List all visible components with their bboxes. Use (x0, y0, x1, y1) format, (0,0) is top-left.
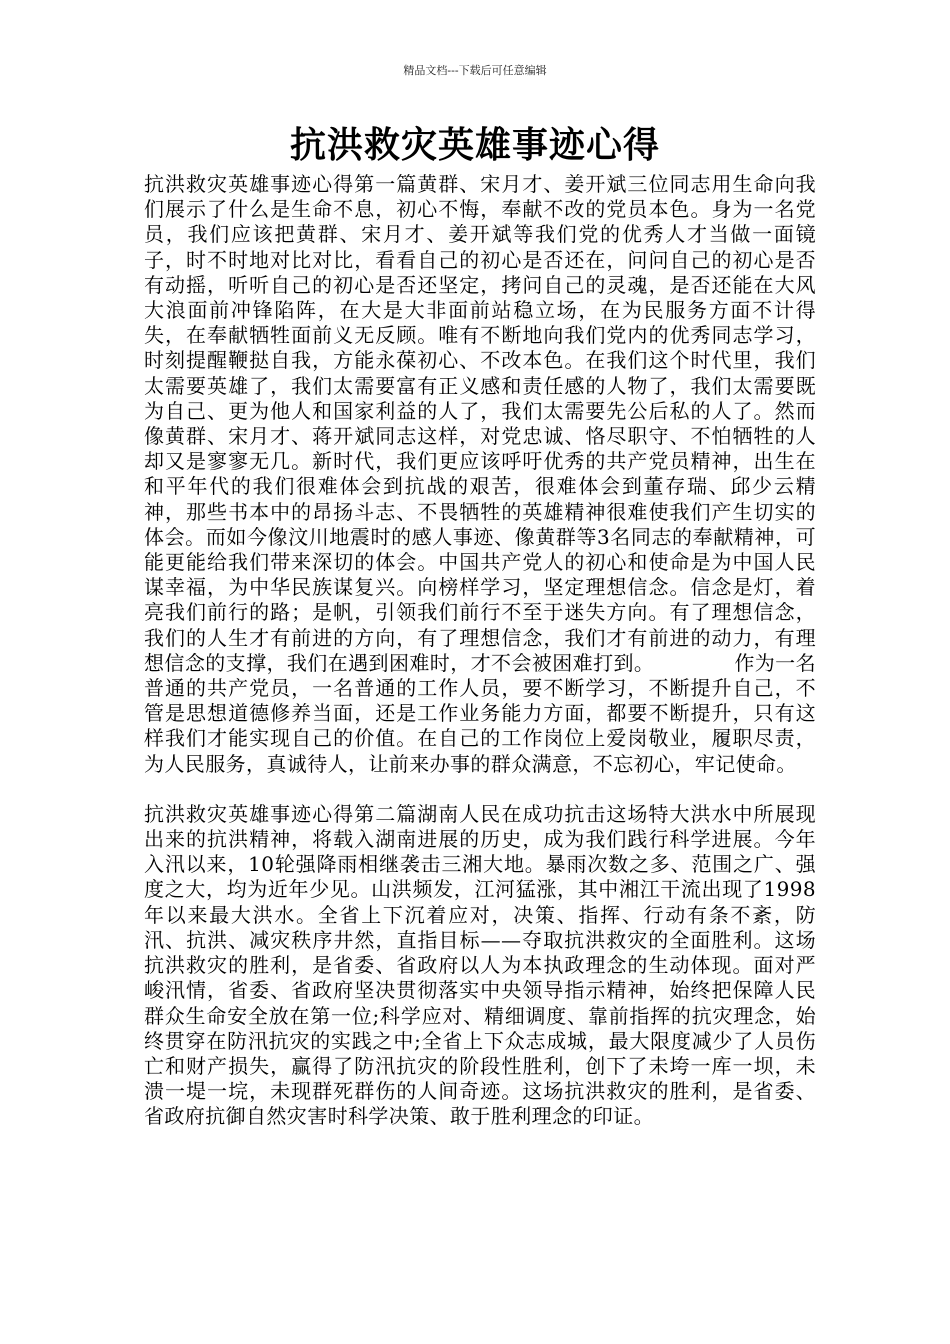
paragraph-1-continuation: 作为一名普通的共产党员，一名普通的工作人员，要不断学习，不断提升自己，不管是思想道德修养当面，还是工作业务能力方面，都要不断提升，只有这样我们才能实现自己的价值。在自己的工作岗位上爱岗敬业，履职尽责，为人民服务，真诚待人，让前来办事的群众满意，不忘初心，牢记使命。 (144, 650, 816, 776)
paragraph-2: 抗洪救灾英雄事迹心得第二篇湖南人民在成功抗击这场特大洪水中所展现出来的抗洪精神，将载入湖南进展的历史，成为我们践行科学进展。今年入汛以来，10轮强降雨相继袭击三湘大地。暴雨次数之多、范围之广、强度之大，均为近年少见。山洪频发，江河猛涨，其中湘江干流出现了1998年以来最大洪水。全省上下沉着应对，决策、指挥、行动有条不紊，防汛、抗洪、减灾秩序井然，直指目标——夺取抗洪救灾的全面胜利。这场抗洪救灾的胜利，是省委、省政府以人为本执政理念的生动体现。面对严峻汛情，省委、省政府坚决贯彻落实中央领导指示精神，始终把保障人民群众生命安全放在第一位;科学应对、精细调度、靠前指挥的抗灾理念，始终贯穿在防汛抗灾的实践之中;全省上下众志成城，最大限度减少了人员伤亡和财产损失，赢得了防汛抗灾的阶段性胜利，创下了未垮一库一坝，未溃一堤一垸，未现群死群伤的人间奇迹。这场抗洪救灾的胜利，是省委、省政府抗御自然灾害时科学决策、敢于胜利理念的印证。 (144, 801, 816, 1129)
document-body (144, 172, 816, 1130)
document-title: 抗洪救灾英雄事迹心得 (289, 125, 660, 166)
paragraph-1 (144, 172, 816, 777)
paragraph-1-text: 抗洪救灾英雄事迹心得第一篇黄群、宋月才、姜开斌三位同志用生命向我们展示了什么是生命不息，初心不悔，奉献不改的党员本色。身为一名党员，我们应该把黄群、宋月才、姜开斌等我们党的优秀人才当做一面镜子，时不时地对比对比，看看自己的初心是否还在，问问自己的初心是否有动摇，听听自己的初心是否还坚定，拷问自己的灵魂，是否还能在大风大浪面前冲锋陷阵，在大是大非面前站稳立场，在为民服务方面不计得失，在奉献牺牲面前义无反顾。唯有不断地向我们党内的优秀同志学习，时刻提醒鞭挞自我，方能永葆初心、不改本色。在我们这个时代里，我们太需要英雄了，我们太需要富有正义感和责任感的人物了，我们太需要既为自己、更为他人和国家利益的人了，我们太需要先公后私的人了。然而像黄群、宋月才、蒋开斌同志这样，对党忠诚、恪尽职守、不怕牺牲的人却又是寥寥无几。新时代，我们更应该呼吁优秀的共产党员精神，出生在和平年代的我们很难体会到抗战的艰苦，很难体会到董存瑞、邱少云精神，那些书本中的昂扬斗志、不畏牺牲的英雄精神很难使我们产生切实的体会。而如今像汶川地震时的感人事迹、像黄群等3名同志的奉献精神，可能更能给我们带来深切的体会。中国共产党人的初心和使命是为中国人民谋幸福，为中华民族谋复兴。向榜样学习，坚定理想信念。信念是灯，着亮我们前行的路；是帆，引领我们前行不至于迷失方向。有了理想信念，我们的人生才有前进的方向，有了理想信念，我们才有前进的动力，有理想信念的支撑，我们在遇到困难时，才不会被困难打到。 (144, 172, 816, 675)
header-note: 精品文档---下载后可任意编辑 (403, 64, 547, 77)
